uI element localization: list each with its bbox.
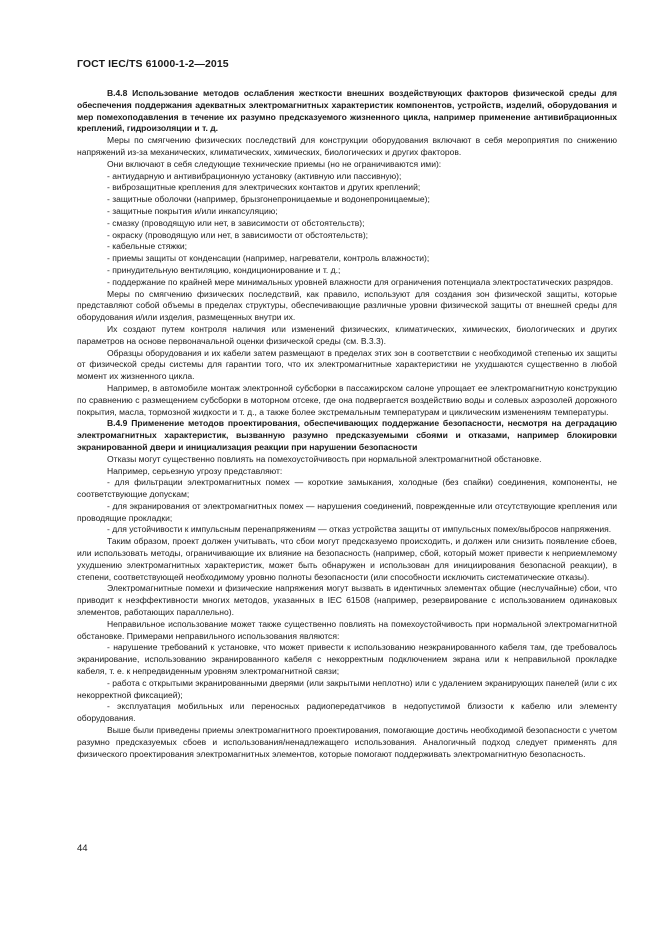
- list-item: - окраску (проводящую или нет, в зависимости от обстоятельств);: [107, 229, 369, 240]
- list-item: - принудительную вентиляцию, кондиционирование и т. д.;: [107, 264, 341, 275]
- paragraph: Отказы могут существенно повлиять на помехоустойчивость при нормальной электромагнитной обстановке.: [107, 453, 542, 464]
- list-item: - приемы защиты от конденсации (например, нагреватели, контроль влажности);: [107, 253, 430, 264]
- paragraph: Неправильное использование может также существенно повлиять на помехоустойчивость при нормальной электромагнитной обстановке. Примерами неправильного использования являются:: [77, 618, 617, 641]
- list-item: - для фильтрации электромагнитных помех — короткие замыкания, холодные (без спайки) соединения, компоненты, не соответствующие допускам;: [77, 477, 617, 500]
- list-item: - кабельные стяжки;: [107, 241, 188, 252]
- paragraph: Электромагнитные помехи и физические напряжения могут вызвать в идентичных элементах общие (неслучайные) сбои, что приводит к неэффективности многих методов, указанных в IEC 61508 (например, резервирование с использованием одинаковых элементов, работающих параллельно).: [77, 583, 617, 618]
- page-number: 44: [77, 843, 88, 854]
- list-item: - смазку (проводящую или нет, в зависимости от обстоятельств);: [107, 217, 365, 228]
- paragraph: Образцы оборудования и их кабели затем размещают в пределах этих зон в соответствии с необходимой степенью их защиты от физической среды системы для гарантии того, что их электромагнитные характеристики не ухудшаются существенно в любой момент их жизненного цикла.: [77, 347, 617, 382]
- list-item: - для экранирования от электромагнитных помех — нарушения соединений, поврежденные или отсутствующие крепления или проводящие прокладки;: [77, 500, 617, 523]
- list-item: - антиударную и антивибрационную установку (активную или пассивную);: [107, 170, 402, 181]
- paragraph: Таким образом, проект должен учитывать, что сбои могут предсказуемо происходить, и должен или снизить появление сбоев, или использовать методы, ограничивающие их влияние на безопасность (например, сбой, который может привести к неприемлемому ухудшению электромагнитных характеристик, может быть обнаружен и использован для инициирования безопасной реакции), в степени, соответствующей необходимому уровню полноты безопасности (или способности исключить систематические отказы).: [77, 536, 617, 582]
- page-header: ГОСТ IEC/TS 61000-1-2—2015: [77, 58, 229, 70]
- list-item: - защитные покрытия и/или инкапсуляцию;: [107, 205, 278, 216]
- paragraph: Например, в автомобиле монтаж электронной субсборки в пассажирском салоне упрощает ее электромагнитную конструкцию по сравнению с размещением субсборки в моторном отсеке, где она подвергается воздействию воды и солевых аэрозолей дорожного покрытия, масла, тормозной жидкости и т. д., а также более экстремальным температурам и циклическим изменениям температуры.: [77, 382, 617, 417]
- paragraph: Они включают в себя следующие технические приемы (но не ограничиваются ими):: [107, 158, 442, 169]
- paragraph: Меры по смягчению физических последствий, как правило, используют для создания зон физической защиты, которые представляют собой объемы в пределах структуры, обеспечивающие различные уровни физической защиты от внешней среды для оборудования и/или изделия, размещенных внутри их.: [77, 288, 617, 323]
- paragraph: Например, серьезную угрозу представляют:: [107, 465, 283, 476]
- paragraph: Их создают путем контроля наличия или изменений физических, климатических, химических, биологических и других параметров на основе первоначальной оценки физической среды (см. В.3.3).: [77, 323, 617, 346]
- paragraph: Меры по смягчению физических последствий для конструкции оборудования включают в себя мероприятия по снижению напряжений из-за механических, климатических, химических, биологических и других факторов.: [77, 135, 617, 157]
- paragraph: Выше были приведены приемы электромагнитного проектирования, помогающие достичь необходимой безопасности с учетом разумно предсказуемых сбоев и использования/ненадлежащего использования. Аналогичный подход следует применять для физического проектирования электромагнитных элементов, которые помогают поддерживать электромагнитную безопасность.: [77, 725, 617, 759]
- list-item: - защитные оболочки (например, брызгонепроницаемые и водонепроницаемые);: [107, 194, 430, 205]
- section-heading: В.4.8 Использование методов ослабления жесткости внешних воздействующих факторов физической среды для обеспечения поддержания адекватных электромагнитных характеристик компонентов, устройств, изделий, оборудования и мер помехоподавления в течение их разумно предсказуемого жизненного цикла, например применение антивибрационных креплений, гидроизоляции и т. д.: [77, 88, 617, 134]
- section-heading: В.4.9 Применение методов проектирования, обеспечивающих поддержание безопасности, несмотря на деградацию электромагнитных характеристик, вызванную разумно предсказуемыми сбоями и отказами, например блокировки экранированной двери и инициализация реакции при нарушении безопасности: [77, 418, 617, 452]
- list-item: - для устойчивости к импульсным перенапряжениям — отказ устройства защиты от импульсных помех/выбросов напряжения.: [107, 524, 612, 535]
- list-item: - нарушение требований к установке, что может привести к использованию неэкранированного кабеля там, где требовалось экранирование, использованию экранированного кабеля с некорректным подключением экрана или к неправильной прокладке кабеля, т. е. к непредвиденным уровням электромагнитной связи;: [77, 642, 617, 677]
- list-item: - эксплуатация мобильных или переносных радиопередатчиков в недопустимой близости к кабелю или элементу оборудования.: [77, 701, 617, 724]
- list-item: - работа с открытыми экранированными дверями (или закрытыми неплотно) или с удалением экранирующих панелей (или с их некорректной фиксацией);: [77, 677, 617, 700]
- list-item: - поддержание по крайней мере минимальных уровней влажности для ограничения потенциала электростатических разрядов.: [107, 276, 614, 287]
- document-body: [77, 88, 617, 760]
- list-item: - виброзащитные крепления для электрических контактов и других креплений;: [107, 182, 421, 193]
